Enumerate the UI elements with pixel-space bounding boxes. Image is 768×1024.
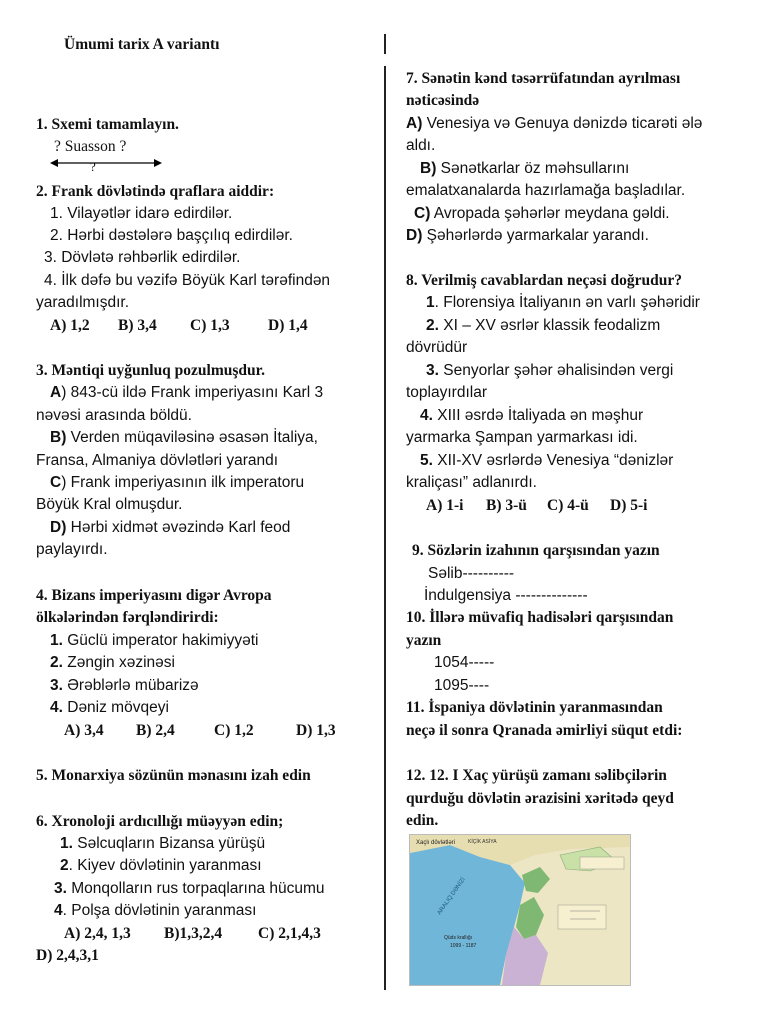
q2-option-a: A) 1,2: [50, 317, 90, 334]
q8-item: 3. Senyorlar şəhər əhalisindən vergi: [426, 362, 674, 379]
q2-item: yaradılmışdır.: [36, 294, 130, 311]
q4-option-a: A) 3,4: [64, 722, 104, 739]
q8-option-b: B) 3-ü: [486, 497, 527, 514]
q8-item: 2. XI – XV əsrlər klassik feodalizm: [426, 317, 661, 334]
q3-option-b-cont: Fransa, Almaniya dövlətləri yarandı: [36, 452, 279, 469]
q2-item: 1. Vilayətlər idarə edirdilər.: [50, 205, 233, 222]
q12-heading: 12. 12. I Xaç yürüşü zamanı səlibçilərin: [406, 767, 667, 784]
q8-option-d: D) 5-i: [610, 497, 648, 514]
q3-heading: 3. Məntiqi uyğunluq pozulmuşdur.: [36, 362, 265, 379]
map-label-kingdom: Qüds krallığı: [444, 935, 473, 941]
q8-item: 4. XIII əsrdə İtaliyada ən məşhur: [420, 407, 644, 424]
q7-option-a: A) Venesiya və Genuya dənizdə ticarəti ələ: [406, 115, 703, 132]
q2-option-b: B) 3,4: [118, 317, 157, 334]
q8-heading: 8. Verilmiş cavablardan neçəsi doğrudur?: [406, 272, 683, 289]
q2-item: 4. İlk dəfə bu vəzifə Böyük Karl tərəfindən: [44, 272, 331, 289]
q2-heading: 2. Frank dövlətində qraflara aiddir:: [36, 183, 275, 200]
q5-heading: 5. Monarxiya sözünün mənasını izah edin: [36, 767, 311, 784]
q7-heading: 7. Sənətin kənd təsərrüfatından ayrılması: [406, 70, 681, 87]
q6-item: 3. Monqolların rus torpaqlarına hücumu: [54, 880, 325, 897]
q4-item: 4. Dəniz mövqeyi: [50, 699, 169, 716]
double-arrow-icon: [50, 157, 162, 169]
q4-option-b: B) 2,4: [136, 722, 175, 739]
q6-option-c: C) 2,1,4,3: [258, 925, 321, 942]
column-divider: [384, 66, 386, 990]
q11-heading-cont: neçə il sonra Qranada əmirliyi süqut etdi:: [406, 722, 683, 739]
q6-item: 2. Kiyev dövlətinin yaranması: [60, 857, 262, 874]
q12-heading-cont: qurduğu dövlətin ərazisini xəritədə qeyd: [406, 790, 674, 807]
q3-option-a-cont: nəvəsi arasında böldü.: [36, 407, 192, 424]
crusader-states-map: [409, 834, 631, 986]
q1-heading: 1. Sxemi tamamlayın.: [36, 116, 179, 133]
q4-item: 2. Zəngin xəzinəsi: [50, 654, 175, 671]
q4-heading-cont: ölkələrindən fərqləndirirdi:: [36, 609, 219, 626]
q10-heading: 10. İllərə müvafiq hadisələri qarşısından: [406, 609, 674, 626]
q2-item: 2. Hərbi dəstələrə başçılıq edirdilər.: [50, 227, 293, 244]
q7-heading-cont: nəticəsində: [406, 92, 480, 109]
q8-option-c: C) 4-ü: [547, 497, 589, 514]
q3-option-c-cont: Böyük Kral olmuşdur.: [36, 496, 183, 513]
q2-option-c: C) 1,3: [190, 317, 230, 334]
q10-year: 1054-----: [434, 654, 495, 671]
q7-option-d: D) Şəhərlərdə yarmarkalar yarandı.: [406, 227, 649, 244]
q4-option-c: C) 1,2: [214, 722, 254, 739]
map-label-sea: ARALIQ DƏNİZİ: [436, 876, 467, 917]
column-divider-top: [384, 34, 386, 54]
q7-option-b: B) Sənətkarlar öz məhsullarını: [420, 160, 630, 177]
q3-option-d-cont: paylayırdı.: [36, 541, 108, 558]
q4-item: 1. Güclü imperator hakimiyyəti: [50, 632, 259, 649]
map-title: Xaçlı dövlətləri: [416, 840, 456, 846]
q6-item: 4. Polşa dövlətinin yaranması: [54, 902, 257, 919]
q9-term: Səlib----------: [428, 565, 515, 582]
q10-year: 1095----: [434, 677, 490, 694]
q9-term: İndulgensiya --------------: [424, 587, 588, 604]
q8-item-cont: dövrüdür: [406, 339, 468, 356]
q1-scheme-below: ?: [90, 159, 96, 174]
q11-heading: 11. İspaniya dövlətinin yaranmasından: [406, 699, 663, 716]
q8-item: 1. Florensiya İtaliyanın ən varlı şəhəridir: [426, 294, 700, 311]
q8-item-cont: toplayırdılar: [406, 384, 487, 401]
q3-option-a: A) 843-cü ildə Frank imperiyasını Karl 3: [50, 384, 324, 401]
q8-item: 5. XII-XV əsrlərdə Venesiya “dənizlər: [420, 452, 674, 469]
q6-option-a: A) 2,4, 1,3: [64, 925, 131, 942]
q6-option-d: D) 2,4,3,1: [36, 947, 99, 964]
q4-heading: 4. Bizans imperiyasını digər Avropa: [36, 587, 272, 604]
q3-option-c: C) Frank imperiyasının ilk imperatoru: [50, 474, 305, 491]
q7-option-c: C) Avropada şəhərlər meydana gəldi.: [414, 205, 670, 222]
page-title: Ümumi tarix A variantı: [64, 36, 220, 53]
q8-item-cont: yarmarka Şampan yarmarkası idi.: [406, 429, 638, 446]
q12-heading-cont: edin.: [406, 812, 439, 829]
q6-item: 1. Səlcuqların Bizansa yürüşü: [60, 835, 266, 852]
q7-option-a-cont: aldı.: [406, 137, 436, 154]
q6-heading: 6. Xronoloji ardıcıllığı müəyyən edin;: [36, 813, 284, 830]
q8-item-cont: kraliçası” adlanırdı.: [406, 474, 537, 491]
map-label-years: 1099 - 1187: [450, 943, 477, 949]
q9-heading: 9. Sözlərin izahının qarşısından yazın: [412, 542, 660, 559]
map-label-asia: KİÇİK ASİYA: [468, 839, 497, 845]
q3-option-d: D) Hərbi xidmət əvəzində Karl feod: [50, 519, 291, 536]
q2-item: 3. Dövlətə rəhbərlik edirdilər.: [44, 249, 241, 266]
q2-option-d: D) 1,4: [268, 317, 308, 334]
q1-scheme-line: ? Suasson ?: [54, 138, 127, 155]
q8-option-a: A) 1-i: [426, 497, 464, 514]
q6-option-b: B)1,3,2,4: [164, 925, 223, 942]
q10-heading-cont: yazın: [406, 632, 442, 649]
q7-option-b-cont: emalatxanalarda hazırlamağa başladılar.: [406, 182, 686, 199]
q3-option-b: B) Verden müqaviləsinə əsasən İtaliya,: [50, 429, 318, 446]
q4-item: 3. Ərəblərlə mübarizə: [50, 677, 199, 694]
q4-option-d: D) 1,3: [296, 722, 336, 739]
